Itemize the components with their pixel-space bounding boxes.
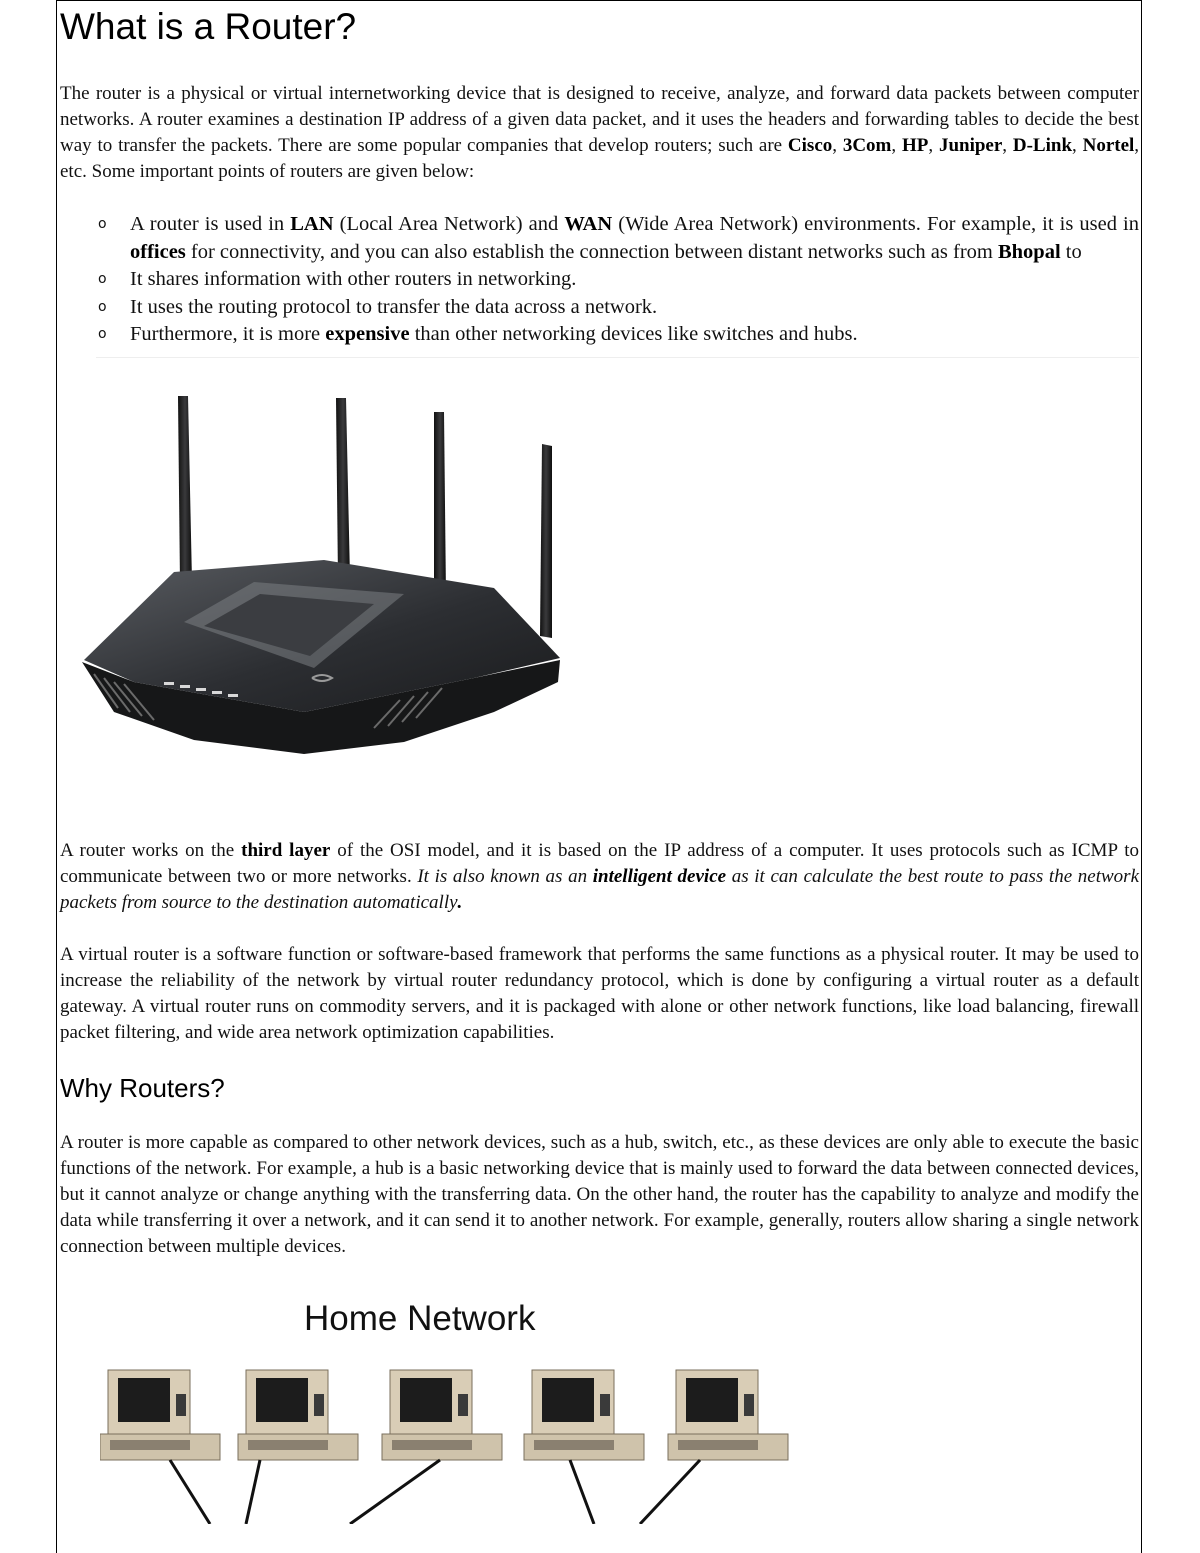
router-points-list <box>60 211 1139 349</box>
router-image <box>74 382 574 792</box>
list-item: o A router is used in LAN (Local Area Network) and WAN (Wide Area Network) environments. For example, it is used in offices for connectivity, and you can also establish the connection between distant networks such as from Bhopal to <box>98 213 1139 263</box>
list-item: o Furthermore, it is more expensive than other networking devices like switches and hubs. <box>60 321 1139 349</box>
document-page <box>56 0 1142 1553</box>
network-cables <box>170 1460 700 1524</box>
list-item: o It uses the routing protocol to transfer the data across a network. <box>60 294 1139 322</box>
virtual-router-paragraph: A virtual router is a software function or software-based framework that performs the same functions as a physical router. It may be used to increase the reliability of the network by virtual router redundancy protocol, which is done by configuring a virtual router as a default gateway. A virtual router runs on commodity servers, and it is packaged with alone or other network functions, like load balancing, firewall packet filtering, and wide area network optimization capabilities. <box>60 943 1139 1043</box>
computer-icon <box>668 1370 788 1460</box>
section-heading-why-routers: Why Routers? <box>60 1072 225 1103</box>
company-juniper: Juniper <box>938 135 1003 156</box>
why-routers-paragraph: A router is more capable as compared to other network devices, such as a hub, switch, etc., as these devices are only able to execute the basic functions of the network. For example, a hub is a basic networking device that is mainly used to forward the data between connected devices, but it cannot analyze or change anything with the transferring data. On the other hand, the router has the capability to analyze and modify the data while transferring it over a network, and it can send it to another network. For example, generally, routers allow sharing a single network connection between multiple devices. <box>60 1131 1139 1257</box>
computer-icon <box>524 1370 644 1460</box>
divider <box>96 357 1139 358</box>
computer-icon <box>100 1370 220 1460</box>
bullet-icon: o <box>98 271 107 287</box>
bullet-icon: o <box>98 216 107 232</box>
page-title: What is a Router? <box>60 6 357 47</box>
osi-paragraph: A router works on the third layer of the OSI model, and it is based on the IP address of a computer. It uses protocols such as ICMP to communicate between two or more networks. It is also known as an intelligent device as it can calculate the best route to pass the network packets from source to the destination automatically. <box>60 839 1140 913</box>
computer-icon <box>382 1370 502 1460</box>
home-network-diagram <box>100 1294 820 1524</box>
list-item: o It shares information with other routers in networking. <box>60 266 1139 294</box>
home-network-title: Home Network <box>304 1298 536 1338</box>
company-hp: HP <box>901 135 929 156</box>
intro-paragraph: The router is a physical or virtual internetworking device that is designed to receive, analyze, and forward data packets between computer networks. A router examines a destination IP address of a given data packet, and it uses the headers and forwarding tables to decide the best way to transfer the packets. There are some popular companies that develop routers; such are Cisco, 3Com, HP, Juniper, D-Link, Nortel, etc. Some important points of routers are given below: <box>60 83 1140 182</box>
company-nortel: Nortel <box>1082 135 1135 156</box>
computer-icon <box>238 1370 358 1460</box>
company-cisco: Cisco <box>787 135 833 156</box>
company-3com: 3Com <box>842 135 892 156</box>
company-dlink: D-Link <box>1012 135 1073 156</box>
bullet-icon: o <box>98 298 107 315</box>
bullet-icon: o <box>98 326 107 342</box>
